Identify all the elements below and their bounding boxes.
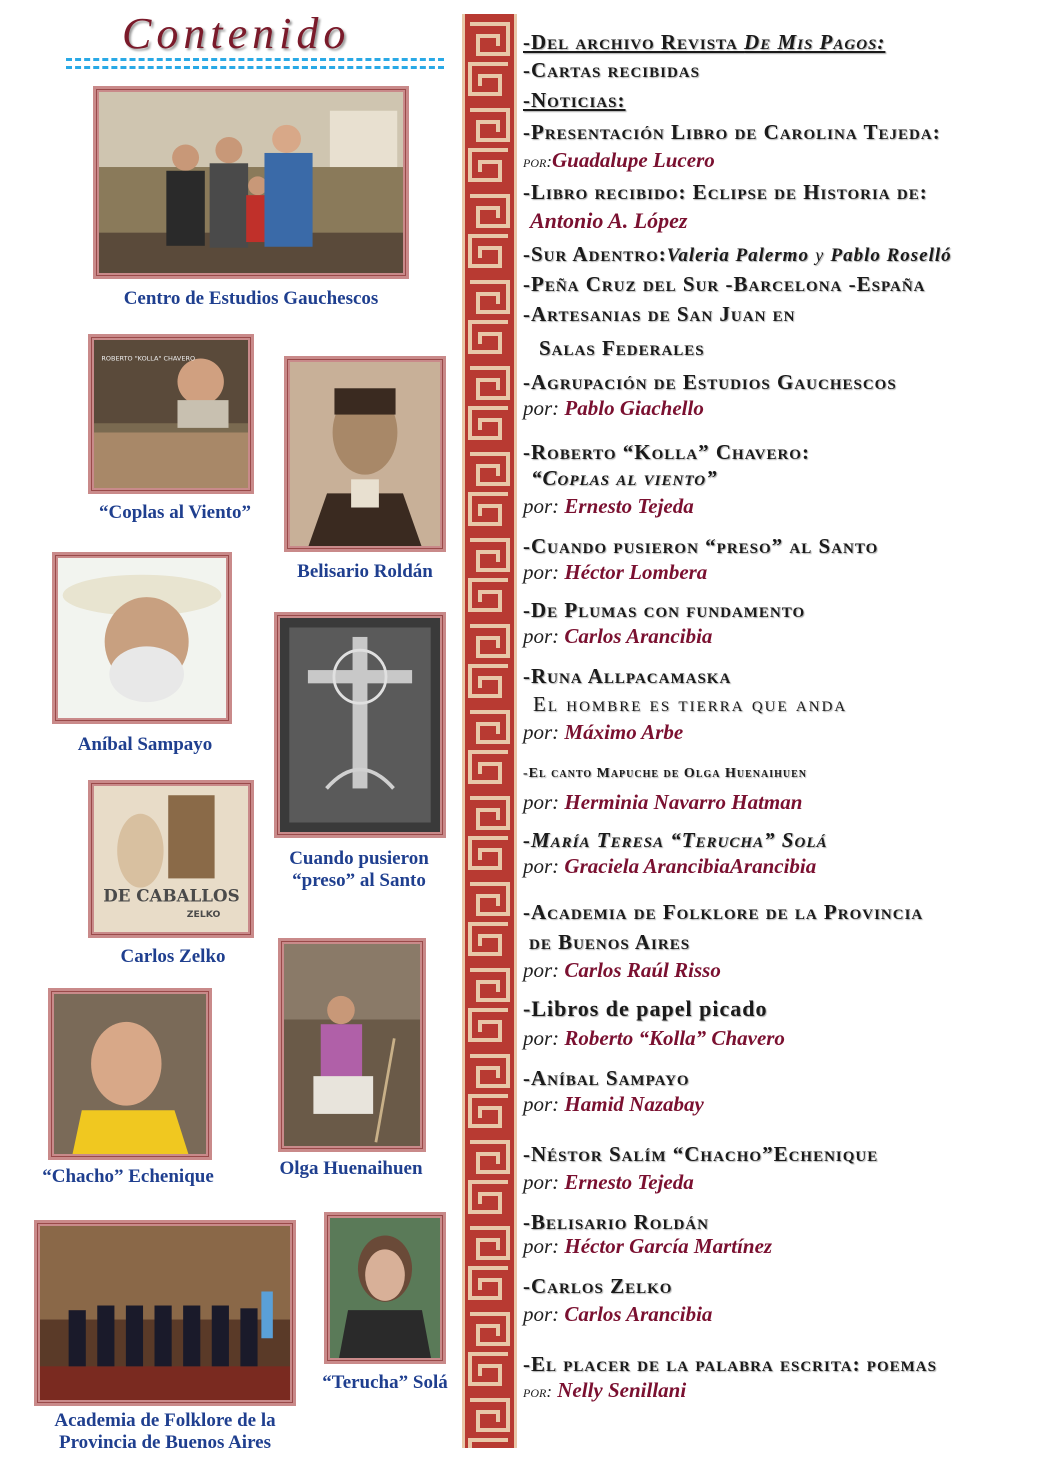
caption-zelko: Carlos Zelko (120, 946, 226, 967)
toc-roberto-2: “Coplas al viento” (531, 466, 718, 490)
title-underline (66, 58, 444, 61)
photo-carlos-zelko (88, 780, 254, 938)
toc-cuando: -Cuando pusieron “preso” al Santo (523, 534, 879, 558)
toc-by-nelly: por: Nelly Senillani (523, 1378, 687, 1402)
toc-by-arancibia-2: por: Carlos Arancibia (523, 1302, 713, 1326)
toc-cartas: -Cartas recibidas (523, 58, 700, 82)
photo-coplas-al-viento (88, 334, 254, 494)
toc-sur-adentro: -Sur Adentro:Valeria Palermo y Pablo Roselló (523, 242, 952, 266)
toc-belisario: -Belisario Roldán (523, 1210, 709, 1234)
toc-mapuche: -El canto Mapuche de Olga Huenaihuen (523, 766, 807, 781)
toc-academia-1: -Academia de Folklore de la Provincia (523, 900, 924, 924)
caption-belisario: Belisario Roldán (297, 561, 433, 582)
photo-chacho-echenique (48, 988, 212, 1160)
photo-cruz-santo (274, 612, 446, 838)
toc-by-ernesto: por: Ernesto Tejeda (523, 494, 694, 518)
toc-presentacion: -Presentación Libro de Carolina Tejeda: (523, 120, 941, 144)
toc-plumas: -De Plumas con fundamento (523, 598, 806, 622)
zelko-cover-text: DE CABALLOS (103, 885, 240, 906)
toc-artesanias-1: -Artesanias de San Juan en (523, 302, 796, 326)
caption-centro: Centro de Estudios Gauchescos (123, 288, 379, 309)
toc-by-herminia: por: Herminia Navarro Hatman (523, 790, 803, 814)
zelko-cover-text-2: ZELKO (186, 909, 221, 921)
toc-runa-1: -Runa Allpacamaska (523, 664, 732, 688)
caption-terucha: “Terucha” Solá (322, 1372, 448, 1393)
toc-by-giachello: por: Pablo Giachello (523, 396, 704, 420)
photo-olga-huenaihuen (278, 938, 426, 1152)
toc-agrupacion: -Agrupación de Estudios Gauchescos (523, 370, 897, 394)
toc-by-risso: por: Carlos Raúl Risso (523, 958, 721, 982)
toc-runa-2: El hombre es tierra que anda (533, 692, 848, 716)
toc-by-arancibia: por: Carlos Arancibia (523, 624, 713, 648)
toc-by-arbe: por: Máximo Arbe (523, 720, 684, 744)
toc-maria: -María Teresa “Terucha” Solá (523, 828, 828, 852)
photo-centro-estudios (93, 86, 409, 279)
toc-noticias: -Noticias: (523, 88, 626, 112)
toc-roberto-1: -Roberto “Kolla” Chavero: (523, 440, 810, 464)
toc-by-garcia: por: Héctor García Martínez (523, 1234, 773, 1258)
toc-nestor: -Néstor Salím “Chacho”Echenique (523, 1142, 879, 1166)
photo-anibal-sampayo (52, 552, 232, 724)
toc-by-lombera: por: Héctor Lombera (523, 560, 708, 584)
toc-placer: -El placer de la palabra escrita: poemas (523, 1352, 937, 1376)
page-title: Contenido (122, 9, 351, 58)
caption-anibal: Aníbal Sampayo (77, 734, 213, 755)
decorative-band (462, 14, 517, 1448)
toc-by-guadalupe: por:Guadalupe Lucero (523, 148, 715, 172)
toc-by-graciela: por: Graciela ArancibiaArancibia (523, 854, 817, 878)
toc-by-kolla: por: Roberto “Kolla” Chavero (523, 1026, 785, 1050)
toc-zelko: -Carlos Zelko (523, 1274, 673, 1298)
coplas-cover-text: ROBERTO "KOLLA" CHAVERO (101, 354, 196, 363)
toc-pena: -Peña Cruz del Sur -Barcelona -España (523, 272, 926, 296)
toc-by-hamid: por: Hamid Nazabay (523, 1092, 704, 1116)
caption-coplas: “Coplas al Viento” (98, 502, 252, 523)
toc-archivo: -Del archivo Revista De Mis Pagos: (523, 30, 886, 54)
toc-libros-papel: -Libros de papel picado (523, 996, 768, 1021)
toc-by-ernesto-2: por: Ernesto Tejeda (523, 1170, 694, 1194)
toc-antonio: Antonio A. López (530, 208, 688, 233)
photo-academia-folklore (34, 1220, 296, 1406)
caption-chacho: “Chacho” Echenique (42, 1166, 214, 1187)
toc-artesanias-2: Salas Federales (539, 336, 705, 360)
caption-academia: Academia de Folklore de la Provincia de Buenos Aires (54, 1410, 276, 1453)
caption-cuando: Cuando pusieron “preso” al Santo (289, 848, 429, 891)
caption-olga: Olga Huenaihuen (279, 1158, 423, 1179)
photo-belisario-roldan (284, 356, 446, 552)
title-underline-2 (66, 66, 444, 69)
toc-libro-recibido: -Libro recibido: Eclipse de Historia de: (523, 180, 928, 204)
toc-academia-2: de Buenos Aires (529, 930, 691, 954)
photo-terucha-sola (324, 1212, 446, 1364)
toc-anibal: -Aníbal Sampayo (523, 1066, 690, 1090)
